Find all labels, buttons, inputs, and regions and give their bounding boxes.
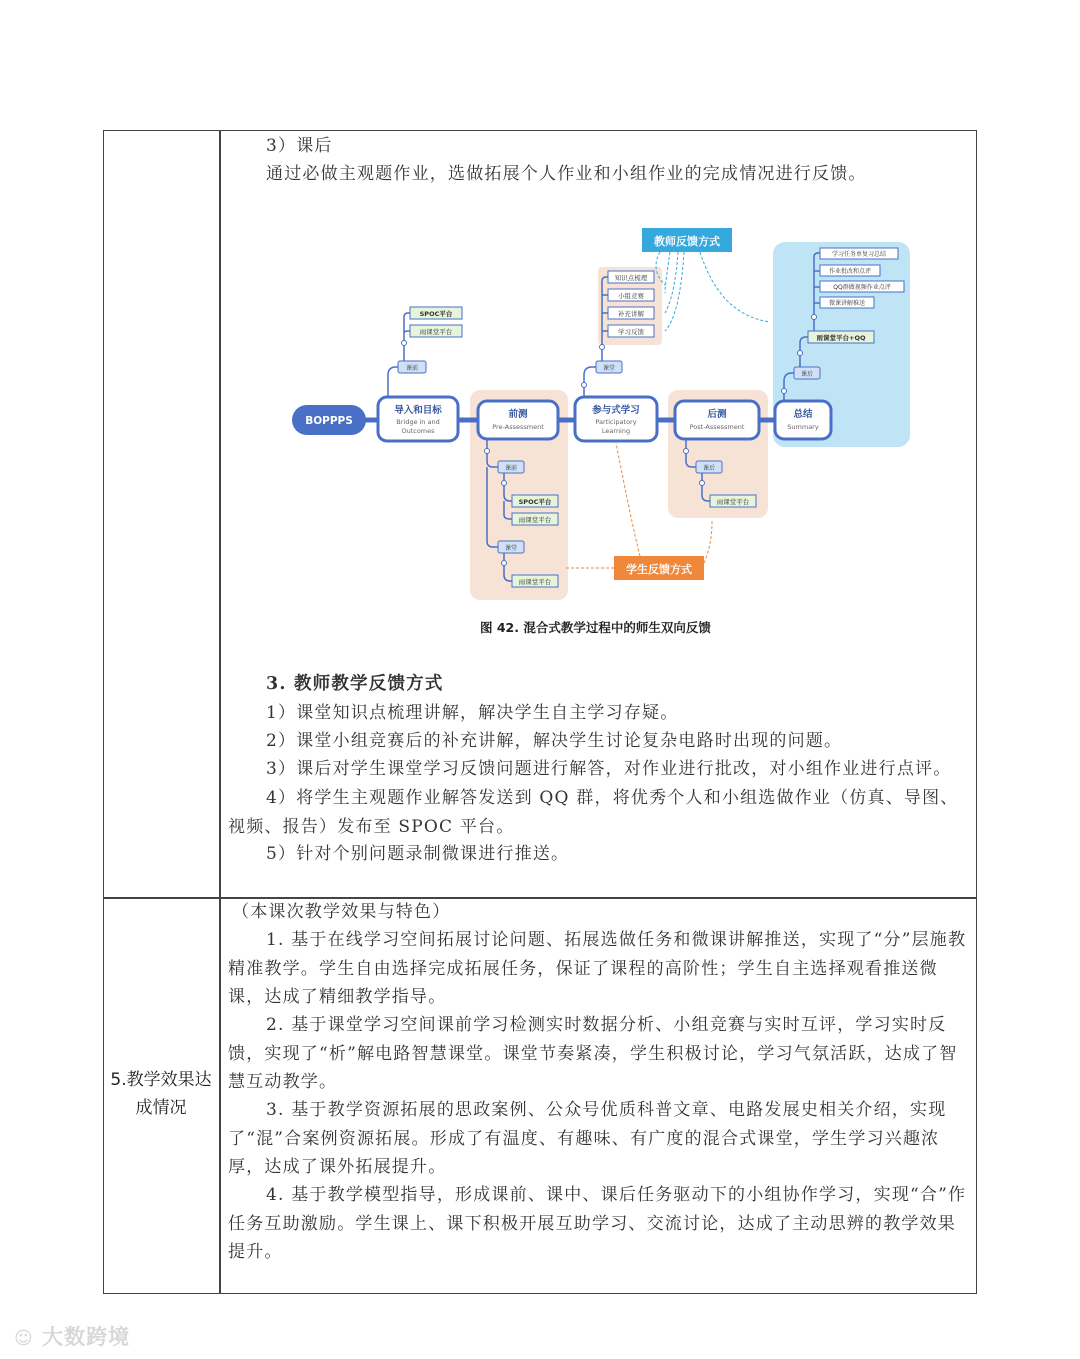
- pre-item-1-label: SPOC平台: [518, 498, 552, 506]
- post-item-1-label: 雨课堂平台: [716, 498, 750, 506]
- row5-intro: （本课次教学效果与特色）: [232, 902, 451, 922]
- stage-post-assessment-cn: 后测: [707, 409, 727, 420]
- stage-bridge-in-cn: 导入和目标: [394, 405, 442, 416]
- sum-item-label: 雨课堂平台+QQ: [816, 334, 866, 342]
- row5-label: 5.教学效果达成情况: [110, 1070, 212, 1118]
- stage-pre-assessment-cn: 前测: [508, 409, 528, 420]
- stage-summary-cn: 总结: [793, 409, 813, 420]
- section3-item-3: 3）课后对学生课堂学习反馈问题进行解答，对作业进行批改，对小组作业进行点评。: [266, 759, 952, 779]
- figure-caption: 图 42. 混合式教学过程中的师生双向反馈: [480, 620, 711, 635]
- table-divider-vertical: [219, 130, 221, 1294]
- stage-post-assessment: [675, 401, 759, 439]
- part-item-3-label: 补充讲解: [618, 310, 644, 318]
- watermark-logo-icon: ☺︎: [14, 1328, 34, 1349]
- pre-tag-2-label: 课堂: [504, 545, 518, 552]
- part-item-1-label: 知识点梳理: [614, 274, 648, 282]
- post-tag-label: 课后: [702, 465, 716, 472]
- stage-participatory-en1: Participatory: [595, 418, 637, 426]
- section3-item-1: 1）课堂知识点梳理讲解，解决学生自主学习存疑。: [266, 703, 679, 723]
- stage-summary: [775, 401, 831, 439]
- stage-pre-assessment: [478, 401, 558, 439]
- teacher-feedback-label: 教师反馈方式: [654, 235, 720, 248]
- row5-paragraph-1: 1. 基于在线学习空间拓展讨论问题、拓展选做任务和微课讲解推送，实现了“分”层施教精准教学。学生自由选择完成拓展任务，保证了课程的高阶性；学生自主选择观看推送微课，达成了精细教学指导。: [228, 930, 967, 1007]
- pre-item-2-label: 雨课堂平台: [518, 516, 552, 524]
- row5-paragraph-2: 2. 基于课堂学习空间课前学习检测实时数据分析、小组竞赛与实时互评，学习实时反馈，实现了“析”解电路智慧课堂。课堂节奏紧凑，学生积极讨论，学习气氛活跃，达成了智慧互动教学。: [228, 1015, 958, 1092]
- row5-paragraph-4: 4. 基于教学模型指导，形成课前、课中、课后任务驱动下的小组协作学习，实现“合”作任务互助激励。学生课上、课下积极开展互助学习、交流讨论，达成了主动思辨的教学效果提升。: [228, 1185, 967, 1262]
- row5-paragraph-3: 3. 基于教学资源拓展的思政案例、公众号优质科普文章、电路发展史相关介绍，实现了“混”合案例资源拓展。形成了有温度、有趣味、有广度的混合式课堂，学生学习兴趣浓厚，达成了课外拓展提升。: [228, 1100, 947, 1177]
- student-feedback-label: 学生反馈方式: [626, 563, 692, 576]
- feedback-diagram: [280, 225, 920, 610]
- stage-pre-assessment-en1: Pre-Assessment: [492, 423, 544, 431]
- part-tag-label: 课堂: [602, 365, 616, 372]
- pre-item-3-label: 雨课堂平台: [518, 578, 552, 586]
- stage-participatory-cn: 参与式学习: [592, 405, 640, 416]
- section3-item-5: 5）针对个别问题录制微课进行推送。: [266, 844, 570, 864]
- sum-tag-label: 课后: [800, 371, 814, 378]
- stage-bridge-in-en1: Bridge in and: [396, 418, 440, 426]
- after-class-text: 通过必做主观题作业，选做拓展个人作业和小组作业的完成情况进行反馈。: [266, 164, 867, 184]
- section3-item-4: 4）将学生主观题作业解答发送到 QQ 群，将优秀个人和小组选做作业（仿真、导图、视频、报告）发布至 SPOC 平台。: [228, 788, 959, 837]
- sum-detail-4-label: 微课讲解推送: [828, 300, 866, 307]
- watermark-text: 大数跨境: [42, 1325, 131, 1349]
- sum-detail-3-label: QQ群做视频作业点评: [833, 284, 891, 291]
- boppps-label: BOPPPS: [305, 415, 353, 427]
- part-item-2-label: 小组竞赛: [618, 292, 644, 300]
- intro-item-1-label: SPOC平台: [419, 310, 453, 318]
- intro-item-2-label: 雨课堂平台: [419, 328, 453, 336]
- stage-summary-en1: Summary: [787, 423, 819, 431]
- section3-item-2: 2）课堂小组竞赛后的补充讲解，解决学生讨论复杂电路时出现的问题。: [266, 731, 843, 751]
- intro-tag-label: 课前: [405, 365, 419, 372]
- watermark: [14, 1321, 130, 1351]
- part-item-4-label: 学习反馈: [618, 328, 644, 336]
- sum-detail-2-label: 作业批改和点评: [828, 268, 872, 275]
- stage-participatory-en2: Learning: [601, 427, 631, 435]
- stage-post-assessment-en1: Post-Assessment: [689, 423, 745, 431]
- stage-bridge-in-en2: Outcomes: [401, 427, 435, 435]
- section3-heading: 3. 教师教学反馈方式: [266, 674, 444, 694]
- after-class-heading: 3）课后: [266, 136, 333, 156]
- pre-tag-1-label: 课前: [504, 465, 518, 472]
- sum-detail-1-label: 学习任务单复习总结: [831, 251, 887, 258]
